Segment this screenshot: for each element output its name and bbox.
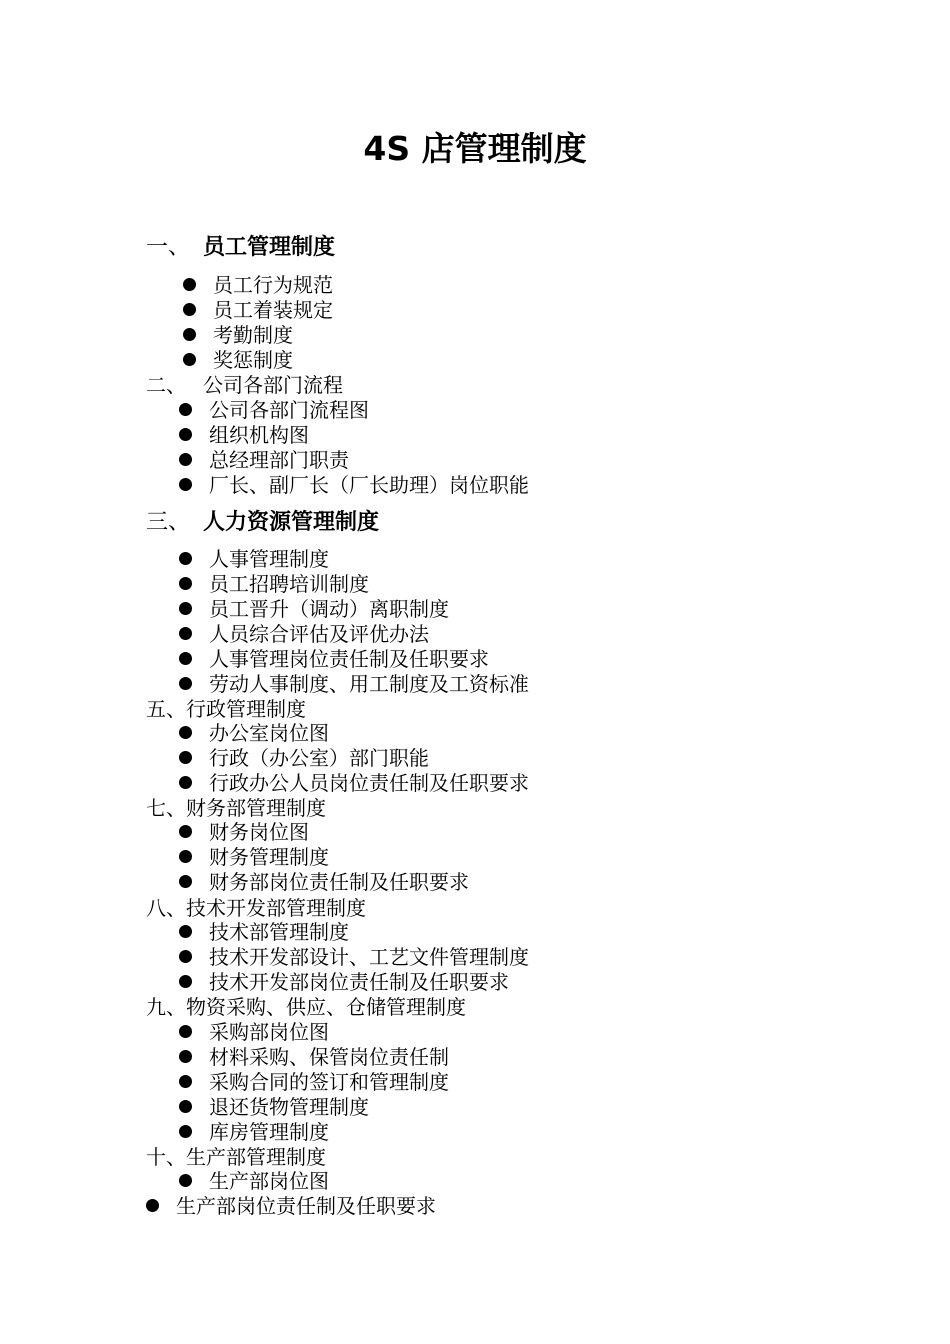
bullet-icon: [183, 353, 196, 366]
list-item-label: 技术开发部设计、工艺文件管理制度: [209, 944, 529, 969]
list-item: [179, 1169, 329, 1193]
section-title: 人力资源管理制度: [203, 510, 380, 535]
list-item: [179, 448, 349, 472]
list-item: [179, 572, 369, 596]
section-title: 公司各部门流程: [203, 373, 343, 397]
section-number: 九、: [146, 995, 186, 1019]
list-item-label: 总经理部门职责: [209, 447, 349, 472]
section-number: 二、: [146, 373, 186, 397]
list-item-label: 公司各部门流程图: [209, 398, 369, 422]
section-number: 五、: [146, 697, 186, 721]
list-item-label: 行政办公人员岗位责任制及任职要求: [209, 770, 529, 795]
list-item: [179, 647, 489, 671]
section-number: 一、: [146, 235, 191, 260]
section-heading: [146, 509, 379, 537]
list-item-label: 人事管理制度: [209, 547, 329, 571]
list-item: [179, 398, 369, 422]
list-item: [179, 771, 529, 795]
list-item-label: 员工着装规定: [213, 297, 333, 322]
list-item-label: 组织机构图: [209, 422, 309, 447]
section-heading: [146, 373, 343, 397]
list-item: [183, 348, 293, 372]
bullet-icon: [179, 1050, 192, 1063]
list-item: [183, 273, 333, 297]
section-number: 七、: [146, 796, 186, 820]
bullet-icon: [183, 328, 196, 341]
list-item-label: 库房管理制度: [209, 1119, 329, 1144]
list-item: [179, 1070, 449, 1094]
bullet-icon: [179, 652, 192, 665]
bullet-icon: [179, 627, 192, 640]
bullet-icon: [179, 577, 192, 590]
list-item-label: 人员综合评估及评优办法: [209, 621, 429, 646]
bullet-icon: [146, 1199, 159, 1212]
list-item-label: 退还货物管理制度: [209, 1094, 369, 1119]
bullet-icon: [179, 453, 192, 466]
list-item-label: 办公室岗位图: [209, 721, 329, 745]
list-item: [183, 298, 333, 322]
list-item: [146, 1194, 436, 1218]
list-item-label: 厂长、副厂长（厂长助理）岗位职能: [209, 472, 529, 497]
list-item: [179, 721, 329, 745]
list-item-label: 员工行为规范: [213, 273, 333, 297]
list-item-label: 员工晋升（调动）离职制度: [209, 596, 449, 621]
bullet-icon: [179, 552, 192, 565]
list-item-label: 生产部岗位责任制及任职要求: [176, 1194, 436, 1218]
section-title: 技术开发部管理制度: [186, 896, 366, 920]
list-item: [179, 1020, 329, 1044]
document-title: 4S 店管理制度: [363, 129, 587, 168]
section-heading: [146, 1145, 326, 1169]
list-item-label: 奖惩制度: [213, 347, 293, 372]
bullet-icon: [179, 776, 192, 789]
list-item: [179, 1120, 329, 1144]
section-number: 三、: [146, 510, 191, 535]
section-title: 行政管理制度: [186, 697, 306, 721]
section-heading: [146, 995, 466, 1019]
list-item-label: 采购部岗位图: [209, 1020, 329, 1044]
bullet-icon: [179, 1075, 192, 1088]
section-title: 员工管理制度: [203, 235, 336, 260]
section-heading: [146, 796, 326, 820]
bullet-icon: [179, 1125, 192, 1138]
bullet-icon: [183, 278, 196, 291]
list-item: [179, 845, 329, 869]
section-heading: [146, 896, 366, 920]
section-number: 十、: [146, 1145, 186, 1169]
list-item-label: 技术部管理制度: [209, 920, 349, 944]
list-item: [183, 323, 293, 347]
bullet-icon: [179, 850, 192, 863]
bullet-icon: [179, 875, 192, 888]
list-item: [179, 746, 429, 770]
list-item-label: 材料采购、保管岗位责任制: [209, 1044, 449, 1069]
list-item-label: 财务岗位图: [209, 820, 309, 844]
list-item-label: 考勤制度: [213, 322, 293, 347]
list-item-label: 劳动人事制度、用工制度及工资标准: [209, 671, 529, 696]
list-item: [179, 1095, 369, 1119]
bullet-icon: [179, 428, 192, 441]
section-number: 八、: [146, 896, 186, 920]
bullet-icon: [179, 478, 192, 491]
bullet-icon: [179, 602, 192, 615]
list-item-label: 生产部岗位图: [209, 1169, 329, 1193]
bullet-icon: [179, 751, 192, 764]
list-item: [179, 622, 429, 646]
section-title: 财务部管理制度: [186, 796, 326, 820]
bullet-icon: [179, 677, 192, 690]
bullet-icon: [179, 925, 192, 938]
bullet-icon: [183, 303, 196, 316]
bullet-icon: [179, 1100, 192, 1113]
bullet-icon: [179, 950, 192, 963]
list-item: [179, 945, 529, 969]
list-item: [179, 672, 529, 696]
list-item: [179, 920, 349, 944]
list-item: [179, 1045, 449, 1069]
list-item: [179, 970, 509, 994]
section-title: 物资采购、供应、仓储管理制度: [186, 995, 466, 1019]
bullet-icon: [179, 1025, 192, 1038]
bullet-icon: [179, 726, 192, 739]
list-item-label: 员工招聘培训制度: [209, 571, 369, 596]
section-heading: [146, 697, 306, 721]
section-title: 生产部管理制度: [186, 1145, 326, 1169]
bullet-icon: [179, 1174, 192, 1187]
list-item: [179, 820, 309, 844]
list-item-label: 人事管理岗位责任制及任职要求: [209, 646, 489, 671]
section-heading: [146, 234, 335, 262]
bullet-icon: [179, 403, 192, 416]
list-item: [179, 870, 469, 894]
list-item: [179, 423, 309, 447]
list-item-label: 技术开发部岗位责任制及任职要求: [209, 969, 509, 994]
list-item-label: 财务部岗位责任制及任职要求: [209, 869, 469, 894]
list-item-label: 行政（办公室）部门职能: [209, 745, 429, 770]
list-item: [179, 473, 529, 497]
bullet-icon: [179, 825, 192, 838]
list-item-label: 采购合同的签订和管理制度: [209, 1069, 449, 1094]
list-item: [179, 597, 449, 621]
list-item: [179, 547, 329, 571]
bullet-icon: [179, 975, 192, 988]
list-item-label: 财务管理制度: [209, 844, 329, 869]
